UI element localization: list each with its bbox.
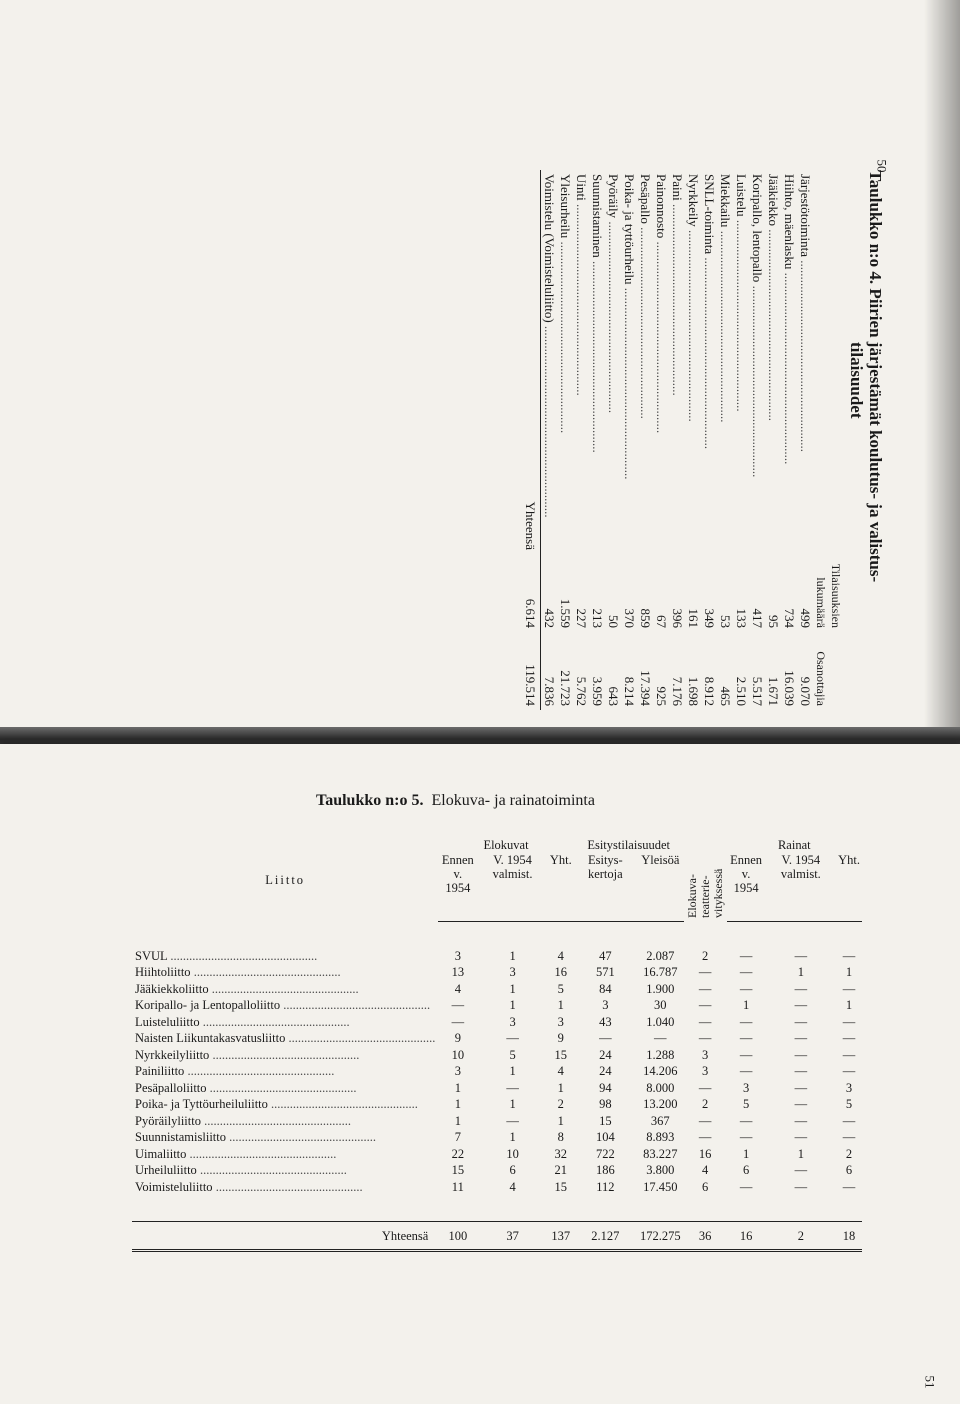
films-1954-made: 3 [509,965,516,979]
federation-name: Urheiluliitto ..... [135,1163,347,1177]
table-row [132,948,862,965]
table-row [132,1162,862,1179]
total-slides-1954-made: 2 [766,1222,837,1251]
event-count: 95 [766,615,781,628]
total-label: Yhteensä [522,170,541,554]
header-rainat-yht: Yht. [836,853,862,921]
slides-before-1954: 6 [742,1163,750,1177]
slides-before-1954: — [739,1031,753,1045]
table-row [132,1080,862,1097]
films-total: 8 [557,1130,564,1144]
films-total: 5 [557,981,564,996]
total-films-1954-made: 37 [477,1222,548,1251]
slides-1954-made: — [794,1097,808,1111]
cinema-screenings: — [698,1130,712,1144]
screenings: 15 [599,1113,612,1128]
audience: 3.800 [646,1163,675,1177]
audience: 14.206 [643,1064,678,1078]
slides-before-1954: 5 [742,1097,750,1111]
table-5-title-text: Elokuva- ja rainatoiminta [431,792,595,809]
audience: 13.200 [643,1097,678,1111]
slides-total: — [842,1113,856,1128]
table-row [132,964,862,981]
films-before-1954: 3 [454,948,461,963]
federation-name: Hiihtoliitto ..... [135,965,341,979]
activity-name: Järjestötoiminta ..... [797,170,813,554]
event-count: 67 [654,615,669,628]
films-before-1954: 15 [451,1163,465,1177]
slides-before-1954: 1 [742,998,750,1012]
slides-before-1954: — [739,981,753,996]
films-before-1954: 7 [454,1130,461,1144]
event-count: 417 [750,608,765,628]
audience: — [654,1031,667,1045]
participant-count: 925 [654,686,669,706]
screenings: 104 [595,1130,615,1144]
slides-before-1954: 1 [742,1146,750,1161]
films-1954-made: 6 [509,1163,516,1177]
event-count: 133 [734,608,749,628]
films-before-1954: 9 [454,1031,461,1045]
federation-name: SVUL ..... [135,949,317,963]
slides-total: 6 [845,1163,853,1177]
table-row [701,170,717,710]
activity-name: Voimistelu (Voimisteluliitto) ..... [541,170,558,554]
films-1954-made: 1 [509,998,516,1012]
films-total: 32 [554,1146,568,1161]
films-total: 15 [554,1047,568,1062]
header-esitystilaisuudet: Esitystilaisuudet [587,838,670,852]
table-row [132,1030,862,1047]
event-count: 432 [542,608,557,628]
event-count: 213 [590,608,605,628]
slides-before-1954: — [739,1064,753,1078]
screenings: 84 [599,981,612,996]
federation-name: Pesäpalloliitto ..... [135,1081,357,1095]
participant-count: 7.176 [670,676,685,706]
event-count: 370 [622,608,637,628]
header-yht: Yht. [548,853,574,921]
activity-name: Miekkailu ..... [717,170,733,554]
activity-name: Pesäpallo ..... [637,170,653,554]
table-4-total-row [522,170,541,710]
slides-1954-made: — [794,998,808,1012]
table-row [653,170,669,710]
federation-name: Nyrkkeilyliitto ..... [135,1048,359,1062]
films-1954-made: 10 [506,1146,519,1161]
audience: 2.087 [646,948,675,963]
audience: 1.040 [646,1014,675,1029]
films-before-1954: 10 [451,1047,465,1062]
films-before-1954: 13 [451,965,465,979]
total-screenings: 2.127 [574,1222,637,1251]
films-total: 4 [557,948,564,963]
total-cinema-screenings: 36 [684,1222,727,1251]
slides-total: — [842,1031,856,1045]
slides-1954-made: — [794,1163,808,1177]
films-1954-made: 1 [509,948,516,963]
table-row [132,1096,862,1113]
films-total: 1 [557,1113,564,1128]
federation-name: Luisteluliitto ..... [135,1015,350,1029]
participant-count: 17.394 [638,670,653,706]
cinema-screenings: — [698,1113,712,1128]
films-1954-made: 3 [509,1014,516,1029]
slides-total: — [842,948,856,963]
participant-count: 8.912 [702,676,717,706]
table-row [669,170,685,710]
activity-name: Koripallo, lentopallo ..... [749,170,765,554]
slides-total: — [842,981,856,996]
films-before-1954: 4 [454,981,461,996]
table-row [132,1113,862,1130]
header-elokuvat: Elokuvat [483,838,529,852]
slides-1954-made: — [794,1014,808,1029]
table-5-title [316,792,595,810]
slides-total: 1 [845,965,853,979]
films-before-1954: 11 [451,1179,464,1194]
slides-before-1954: — [739,1130,753,1144]
total-slides-total: 18 [836,1222,862,1251]
activity-name: Nyrkkeily ..... [685,170,701,554]
table-row [781,170,797,710]
films-total: 15 [554,1179,568,1194]
table-row [605,170,621,710]
table-row [717,170,733,710]
table-row [765,170,781,710]
event-count: 349 [702,608,717,628]
films-before-1954: 22 [451,1146,465,1161]
slides-1954-made: — [794,1031,808,1045]
event-count: 1.559 [558,598,573,628]
federation-name: Painiliitto ..... [135,1064,334,1078]
table-row [797,170,813,710]
cinema-screenings: 2 [701,1097,709,1111]
activity-name: Hiihto, mäenlasku ..... [781,170,797,554]
page-number-top: 50 [874,159,890,173]
table-row [589,170,605,710]
slides-1954-made: — [794,1080,808,1095]
films-total: 21 [554,1163,568,1177]
films-1954-made: 1 [509,1097,516,1111]
activity-name: Suunnistaminen ..... [589,170,605,554]
federation-name: Uimaliitto ..... [135,1147,336,1161]
slides-total: — [842,1047,856,1062]
activity-name: Yleisurheilu ..... [557,170,573,554]
event-count: 227 [574,608,589,628]
federation-name: Voimisteluliitto ..... [135,1180,363,1194]
cinema-screenings: 6 [701,1179,709,1194]
federation-name: Naisten Liikuntakasvatusliitto ..... [135,1031,435,1045]
films-before-1954: 1 [454,1097,461,1111]
header-ennen: Ennen [441,852,474,867]
screenings: 112 [596,1179,615,1194]
event-count: 396 [670,608,685,628]
films-1954-made: — [506,1113,519,1128]
table-row [132,1179,862,1196]
cinema-screenings: — [698,1014,712,1029]
table-4-title-line2: tilaisuudet [847,342,866,419]
films-total: 4 [557,1064,564,1078]
cinema-screenings: — [698,1080,712,1095]
event-count: 50 [606,615,621,628]
activity-name: Pyöräily ..... [605,170,621,554]
federation-name: Pyöräilyliitto ..... [135,1114,351,1128]
table-row [132,981,862,998]
participant-count: 1.671 [766,676,781,706]
page-number-bottom: 51 [922,1375,938,1389]
slides-before-1954: — [739,1179,753,1194]
slides-1954-made: — [794,1130,808,1144]
event-count: 734 [782,608,797,628]
films-1954-made: 1 [509,981,516,996]
total-films-total: 137 [548,1222,574,1251]
table-row [573,170,589,710]
audience: 83.227 [643,1146,678,1161]
table-5-total-label: Yhteensä [132,1222,438,1251]
films-total: 2 [557,1097,564,1111]
screenings: 722 [595,1146,615,1161]
cinema-screenings: 2 [701,948,709,963]
participant-count: 8.214 [622,676,637,706]
table-row [132,1146,862,1163]
col-header-count: Tilaisuuksien lukumäärä [814,563,843,628]
total-slides-before-1954: 16 [727,1222,766,1251]
participant-count: 3.959 [590,676,605,706]
event-count: 161 [686,608,701,628]
slides-before-1954: — [739,948,753,963]
slides-total: 1 [845,998,853,1012]
slides-1954-made: — [794,1179,808,1194]
total-audience: 172.275 [637,1222,684,1251]
participant-count: 465 [718,686,733,706]
header-elokuvateatteri: Elokuva- teatterie- vityksessä [684,868,725,918]
slides-total: 2 [845,1146,853,1161]
cinema-screenings: 3 [701,1047,709,1062]
page-edge-shadow [924,0,960,742]
screenings: 571 [595,965,615,979]
table-row [132,1063,862,1080]
audience: 1.288 [646,1047,675,1062]
films-before-1954: 3 [454,1064,461,1078]
federation-name: Koripallo- ja Lentopalloliitto ..... [135,998,430,1012]
films-before-1954: 1 [454,1113,461,1128]
screenings: 98 [599,1097,612,1111]
slides-1954-made: — [794,948,808,963]
films-before-1954: 1 [454,1080,461,1095]
participant-count: 5.762 [574,676,589,706]
screenings: 24 [599,1064,612,1078]
event-count: 859 [638,608,653,628]
table-5 [132,838,862,1252]
screenings: 94 [599,1080,612,1095]
audience: 1.900 [646,981,675,996]
slides-1954-made: — [794,1113,808,1128]
audience: 367 [650,1113,670,1128]
slides-1954-made: — [794,981,808,996]
cinema-screenings: — [698,998,712,1012]
table-row [733,170,749,710]
table-5-total-row [132,1222,862,1251]
films-total: 1 [557,998,564,1012]
table-row [637,170,653,710]
federation-name: Jääkiekkoliitto ..... [135,982,359,996]
slides-1954-made: — [794,1047,808,1062]
cinema-screenings: 4 [701,1163,709,1177]
participant-count: 21.723 [558,670,573,706]
screenings: 24 [599,1047,612,1062]
slides-total: 5 [845,1097,853,1111]
audience: 30 [654,998,667,1012]
films-total: 16 [554,965,568,979]
films-1954-made: 1 [509,1130,516,1144]
header-liitto: Liitto [265,872,306,887]
cinema-screenings: — [698,1031,712,1045]
films-1954-made: — [506,1031,519,1045]
col-header-participants: Osanottajia [814,651,828,706]
header-v1954-valmist: V. 1954 valmist. [477,853,548,921]
table-row [541,170,558,710]
screenings: 43 [599,1014,612,1029]
table-4-title [847,170,885,710]
audience: 8.893 [646,1130,675,1144]
table-row [132,1014,862,1031]
slides-total: — [842,1014,856,1029]
activity-name: Painonnosto ..... [653,170,669,554]
header-rainat-ennen: Ennen [730,852,763,867]
slides-total: — [842,1179,856,1194]
participant-count: 2.510 [734,676,749,706]
films-total: 3 [557,1014,564,1029]
table-row [132,997,862,1014]
cinema-screenings: — [698,981,712,996]
cinema-screenings: 16 [698,1146,712,1161]
participant-count: 9.070 [798,676,813,706]
header-esityskertoja: Esitys- kertoja [574,853,637,921]
participant-count: 643 [606,686,621,706]
films-total: 1 [557,1080,564,1095]
table-row [749,170,765,710]
slides-before-1954: 3 [742,1080,750,1095]
activity-name: Paini ..... [669,170,685,554]
screenings: 186 [595,1163,615,1177]
slides-before-1954: — [739,1113,753,1128]
screenings: 47 [599,948,612,963]
activity-name: Uinti ..... [573,170,589,554]
table-4-block [522,170,885,710]
total-participants: 119.514 [522,632,541,710]
films-1954-made: 1 [509,1064,516,1078]
films-1954-made: 5 [509,1047,516,1062]
participant-count: 16.039 [782,670,797,706]
total-count: 6.614 [522,554,541,632]
slides-before-1954: — [739,1014,753,1029]
total-films-before-1954: 100 [438,1222,477,1251]
cinema-screenings: — [698,965,712,979]
slides-total: — [842,1064,856,1078]
slides-1954-made: 1 [797,965,804,979]
table-row [621,170,637,710]
table-row [132,1047,862,1064]
films-1954-made: 4 [509,1179,516,1194]
cinema-screenings: 3 [701,1064,709,1078]
screenings: — [599,1031,612,1045]
activity-name: Poika- ja tyttöurheilu ..... [621,170,637,554]
header-v1954: v. 1954 [445,866,471,895]
header-yleisoa: Yleisöä [637,853,684,921]
activity-name: Jääkiekko ..... [765,170,781,554]
films-total: 9 [557,1031,564,1045]
activity-name: SNLL-toiminta ..... [701,170,717,554]
table-4 [522,170,843,710]
films-before-1954: — [451,1014,465,1029]
header-rainat: Rainat [777,838,811,852]
table-row [132,1129,862,1146]
federation-name: Suunnistamisliitto ..... [135,1130,376,1144]
federation-name: Poika- ja Tyttöurheiluliitto ..... [135,1097,418,1111]
slides-before-1954: — [739,1047,753,1062]
activity-name: Luistelu ..... [733,170,749,554]
slides-1954-made: 1 [797,1146,804,1161]
page-51 [0,744,960,1404]
slides-before-1954: — [739,965,753,979]
header-rainat-v1954: v. 1954 [733,866,759,895]
slides-total: — [842,1130,856,1144]
slides-1954-made: — [794,1064,808,1078]
participant-count: 1.698 [686,676,701,706]
table-row [685,170,701,710]
films-before-1954: — [451,998,465,1012]
table-row [557,170,573,710]
participant-count: 5.517 [750,676,765,706]
films-1954-made: — [506,1080,519,1095]
audience: 17.450 [643,1179,678,1194]
table-4-title-line1: Taulukko n:o 4. Piirien järjestämät koulutus- ja valistus- [866,170,885,583]
audience: 8.000 [646,1080,675,1095]
event-count: 53 [718,615,733,628]
screenings: 3 [602,998,609,1012]
event-count: 499 [798,608,813,628]
audience: 16.787 [643,965,678,979]
participant-count: 7.836 [542,676,557,706]
table-5-title-prefix: Taulukko n:o 5. [316,792,424,809]
header-rainat-v1954-valmist: V. 1954 valmist. [766,853,837,921]
slides-total: 3 [845,1080,853,1095]
